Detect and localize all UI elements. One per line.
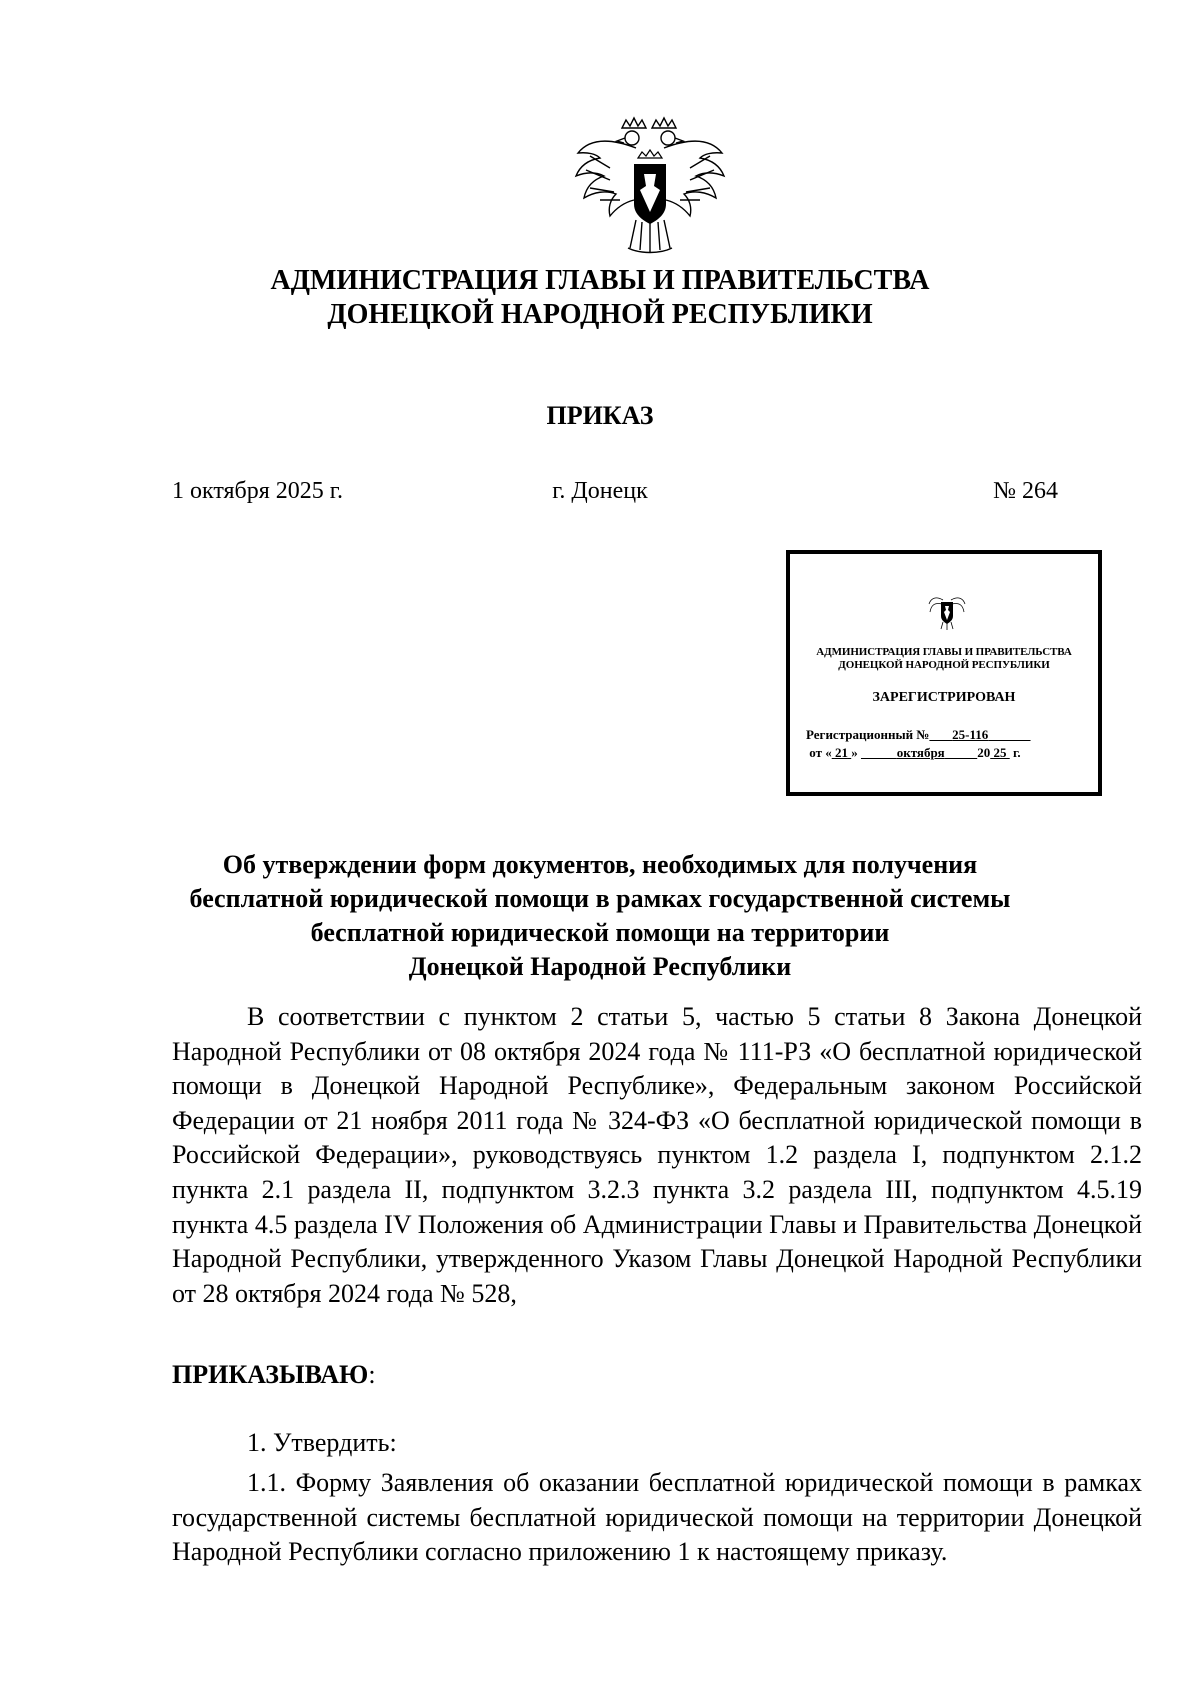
stamp-date-prefix: от «	[809, 745, 832, 760]
subject-line4: Донецкой Народной Республики	[408, 952, 792, 981]
document-type-title: ПРИКАЗ	[546, 401, 654, 430]
order-directive-colon: :	[368, 1360, 376, 1389]
registration-stamp	[786, 550, 1102, 796]
organization-title	[0, 264, 1200, 332]
stamp-year-unit: г.	[1012, 745, 1021, 760]
stamp-year-prefix: 20	[977, 745, 991, 760]
stamp-reg-label: Регистрационный №	[806, 727, 930, 742]
stamp-reg-number-line	[806, 726, 1096, 744]
stamp-registration	[806, 726, 1096, 762]
stamp-year-suffix: 25	[993, 745, 1007, 760]
stamp-org-line2: ДОНЕЦКОЙ НАРОДНОЙ РЕСПУБЛИКИ	[838, 659, 1050, 671]
order-city: г. Донецк	[552, 478, 648, 504]
subject-line2: бесплатной юридической помощи в рамках государственной системы	[189, 884, 1011, 913]
order-directive	[172, 1360, 376, 1390]
stamp-reg-date-line	[806, 744, 1096, 762]
stamp-emblem-icon	[928, 590, 966, 630]
stamp-month: октября	[896, 745, 945, 760]
item-1-1: 1.1. Форму Заявления об оказании бесплатной юридической помощи в рамках государственной системы бесплатной юридической помощи на территории Донецкой Народной Республики согласно приложению 1 к настоящему приказу.	[172, 1468, 1142, 1567]
stamp-date-mid: »	[851, 745, 858, 760]
stamp-reg-number: 25-116	[952, 727, 989, 742]
org-title-line2: ДОНЕЦКОЙ НАРОДНОЙ РЕСПУБЛИКИ	[327, 299, 873, 330]
stamp-day: 21	[834, 745, 848, 760]
preamble-paragraph: В соответствии с пунктом 2 статьи 5, частью 5 статьи 8 Закона Донецкой Народной Республики от 08 октября 2024 года № 111-РЗ «О бесплатной юридической помощи в Донецкой Народной Республике», Федеральным законом Российской Федерации от 21 ноября 2011 года № 324-ФЗ «О бесплатной юридической помощи в Российской Федерации», руководствуясь пунктом 1.2 раздела I, подпунктом 2.1.2 пункта 2.1 раздела II, подпунктом 3.2.3 пункта 3.2 раздела III, подпунктом 4.5.19 пункта 4.5 раздела IV Положения об Администрации Главы и Правительства Донецкой Народной Республики, утвержденного Указом Главы Донецкой Народной Республики от 28 октября 2024 года № 528,	[172, 1002, 1142, 1308]
subject-line3: бесплатной юридической помощи на территории	[310, 918, 890, 947]
stamp-organization	[790, 646, 1098, 672]
item-1: 1. Утвердить:	[247, 1428, 397, 1457]
coat-of-arms-icon	[570, 108, 730, 254]
document-subject	[0, 848, 1200, 984]
order-date: 1 октября 2025 г.	[172, 478, 343, 504]
stamp-status: ЗАРЕГИСТРИРОВАН	[872, 690, 1016, 705]
order-directive-word: ПРИКАЗЫВАЮ	[172, 1360, 369, 1389]
stamp-org-line1: АДМИНИСТРАЦИЯ ГЛАВЫ И ПРАВИТЕЛЬСТВА	[816, 646, 1072, 658]
org-title-line1: АДМИНИСТРАЦИЯ ГЛАВЫ И ПРАВИТЕЛЬСТВА	[270, 265, 930, 296]
subject-line1: Об утверждении форм документов, необходимых для получения	[222, 850, 978, 879]
order-number: № 264	[993, 478, 1058, 504]
